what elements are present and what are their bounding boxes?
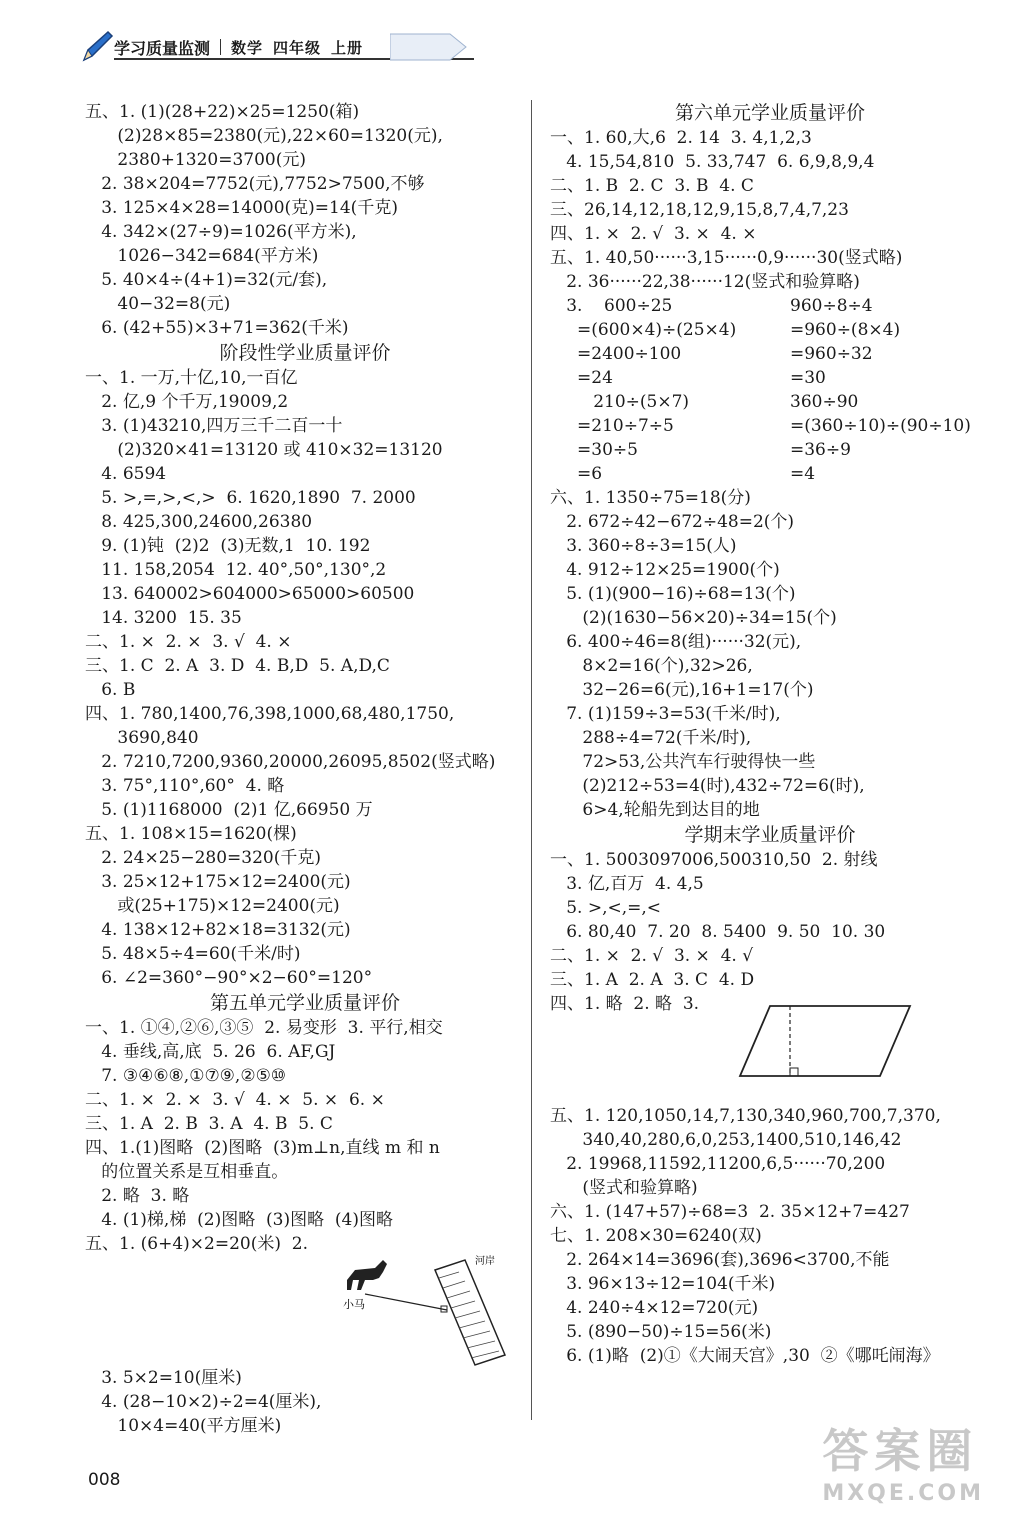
calc-row	[550, 414, 990, 438]
calc-row	[550, 294, 990, 318]
answer-line: 4. 6594	[85, 464, 167, 484]
answer-line: 五、1. 40,50······3,15······0,9······30(竖式略)	[550, 248, 903, 268]
answer-line: 一、1. 60,大,6 2. 14 3. 4,1,2,3	[550, 128, 812, 148]
calc-right-step: =4	[790, 464, 816, 484]
watermark-text: 答案圈	[822, 1424, 979, 1478]
column-divider	[531, 100, 532, 1420]
left-column	[85, 100, 525, 1438]
answer-line: 三、1. A 2. B 3. A 4. B 5. C	[85, 1114, 333, 1134]
answer-line: 五、1. 120,1050,14,7,130,340,960,700,7,370,	[550, 1106, 941, 1126]
answer-line: 6>4,轮船先到达目的地	[550, 800, 760, 820]
answer-line: 5. >,<,=,<	[550, 898, 662, 918]
answer-line: 4. 342×(27÷9)=1026(平方米),	[85, 222, 357, 242]
answer-line: 四、1. 780,1400,76,398,1000,68,480,1750,	[85, 704, 455, 724]
grade-label: 四年级	[273, 38, 322, 57]
answer-line: 9. (1)钝 (2)2 (3)无数,1 10. 192	[85, 536, 371, 556]
answer-line: 四、1. 略 2. 略 3.	[550, 994, 700, 1014]
answer-line: 8×2=16(个),32>26,	[550, 656, 753, 676]
answer-line: 3. 亿,百万 4. 4,5	[550, 874, 704, 894]
answer-line: 288÷4=72(千米/时),	[550, 728, 752, 748]
answer-line: 2380+1320=3700(元)	[85, 150, 306, 170]
answer-line: 或(25+175)×12=2400(元)	[85, 896, 340, 916]
calc-row	[550, 390, 990, 414]
answer-line: 3. 75°,110°,60° 4. 略	[85, 776, 285, 796]
answer-line: 三、1. A 2. A 3. C 4. D	[550, 970, 755, 990]
answer-line: 一、1. 一万,十亿,10,一百亿	[85, 368, 298, 388]
answer-line: 3. 25×12+175×12=2400(元)	[85, 872, 351, 892]
answer-line: (2)212÷53=4(时),432÷72=6(时),	[550, 776, 865, 796]
answer-line: 3690,840	[85, 728, 199, 748]
series-title: 学习质量监测	[114, 38, 211, 58]
answer-line: 五、1. (1)(28+22)×25=1250(箱)	[85, 102, 360, 122]
answer-line: 11. 158,2054 12. 40°,50°,130°,2	[85, 560, 387, 580]
answer-line: 3. (1)43210,四万三千二百一十	[85, 416, 343, 436]
river-label: 河岸	[475, 1256, 495, 1267]
section-title: 学期末学业质量评价	[684, 824, 856, 846]
calc-left-step: =2400÷100	[550, 344, 682, 364]
answer-line: 三、26,14,12,18,12,9,15,8,7,4,7,23	[550, 200, 849, 220]
answer-line: 340,40,280,6,0,253,1400,510,146,42	[550, 1130, 902, 1150]
answer-line: 四、1. × 2. √ 3. × 4. ×	[550, 224, 757, 244]
answer-line: 2. 24×25−280=320(千克)	[85, 848, 321, 868]
answer-line: 10×4=40(平方厘米)	[85, 1416, 282, 1436]
answer-line: 6. B	[85, 680, 136, 700]
calc-row	[550, 342, 990, 366]
answer-line: 4. 138×12+82×18=3132(元)	[85, 920, 351, 940]
answer-line: 三、1. C 2. A 3. D 4. B,D 5. A,D,C	[85, 656, 390, 676]
arrow-decoration-icon	[390, 30, 470, 64]
answer-line: 72>53,公共汽车行驶得快一些	[550, 752, 816, 772]
answer-line: 2. 7210,7200,9360,20000,26095,8502(竖式略)	[85, 752, 496, 772]
answer-line: 2. 19968,11592,11200,6,5······70,200	[550, 1154, 886, 1174]
answer-line: 4. (28−10×2)÷2=4(厘米),	[85, 1392, 322, 1412]
answer-line: 六、1. (147+57)÷68=3 2. 35×12+7=427	[550, 1202, 910, 1222]
parallelogram-figure	[550, 1016, 990, 1104]
calc-left-step: 3. 600÷25	[550, 296, 673, 316]
answer-line: 40−32=8(元)	[85, 294, 231, 314]
answer-line: 6. (1)略 (2)①《大闹天宫》,30 ②《哪吒闹海》	[550, 1346, 940, 1366]
answer-line: 6. (42+55)×3+71=362(千米)	[85, 318, 349, 338]
parallelogram-diagram	[730, 996, 930, 1086]
answer-line: 6. ∠2=360°−90°×2−60°=120°	[85, 968, 373, 988]
answer-line: 四、1.(1)图略 (2)图略 (3)m⊥n,直线 m 和 n	[85, 1138, 440, 1158]
answer-line: 5. 40×4÷(4+1)=32(元/套),	[85, 270, 328, 290]
horse-label: 小马	[343, 1298, 365, 1311]
page-number: 008	[88, 1470, 121, 1490]
answer-line: 六、1. 1350÷75=18(分)	[550, 488, 751, 508]
calc-row	[550, 318, 990, 342]
section-title: 阶段性学业质量评价	[219, 342, 391, 364]
answer-line: 4. 912÷12×25=1900(个)	[550, 560, 780, 580]
answer-line: 5. (890−50)÷15=56(米)	[550, 1322, 772, 1342]
answer-line: 5. (1)1168000 (2)1 亿,66950 万	[85, 800, 373, 820]
calc-right-step: =36÷9	[790, 440, 851, 460]
watermark-url: MXQE.COM	[822, 1481, 984, 1506]
answer-line: 2. 略 3. 略	[85, 1186, 190, 1206]
right-column	[550, 100, 990, 1368]
answer-line: 5. >,=,>,<,> 6. 1620,1890 7. 2000	[85, 488, 416, 508]
answer-line: 3. 96×13÷12=104(千米)	[550, 1274, 776, 1294]
page-header	[80, 28, 480, 68]
pen-icon	[80, 28, 116, 64]
answer-line: 七、1. 208×30=6240(双)	[550, 1226, 762, 1246]
answer-line: 五、1. (6+4)×2=20(米) 2.	[85, 1234, 308, 1254]
calc-row	[550, 462, 990, 486]
watermark	[822, 1415, 984, 1506]
calc-row	[550, 438, 990, 462]
answer-line: 5. (1)(900−16)÷68=13(个)	[550, 584, 796, 604]
answer-line: 7. (1)159÷3=53(千米/时),	[550, 704, 781, 724]
answer-line: 3. 360÷8÷3=15(人)	[550, 536, 737, 556]
answer-line: 3. 5×2=10(厘米)	[85, 1368, 242, 1388]
calc-right-step: =960÷(8×4)	[790, 320, 901, 340]
answer-line: (2)(1630−56×20)÷34=15(个)	[550, 608, 837, 628]
answer-line: 5. 48×5÷4=60(千米/时)	[85, 944, 301, 964]
answer-line: 4. 15,54,810 5. 33,747 6. 6,9,8,9,4	[550, 152, 875, 172]
calc-right-step: 360÷90	[790, 392, 859, 412]
calc-right-step: =960÷32	[790, 344, 873, 364]
answer-line: 4. (1)梯,梯 (2)图略 (3)图略 (4)图略	[85, 1210, 393, 1230]
answer-line: 2. 264×14=3696(套),3696<3700,不能	[550, 1250, 890, 1270]
calc-right-step: =30	[790, 368, 826, 388]
answer-line: 1026−342=684(平方米)	[85, 246, 319, 266]
calc-left-step: 210÷(5×7)	[550, 392, 690, 412]
calc-left-step: =(600×4)÷(25×4)	[550, 320, 737, 340]
calc-row	[550, 366, 990, 390]
answer-line: 二、1. × 2. √ 3. × 4. √	[550, 946, 754, 966]
answer-line: 32−26=6(元),16+1=17(个)	[550, 680, 814, 700]
answer-line: 3. 125×4×28=14000(克)=14(千克)	[85, 198, 398, 218]
answer-line: 13. 640002>604000>65000>60500	[85, 584, 415, 604]
answer-line: 4. 240÷4×12=720(元)	[550, 1298, 759, 1318]
answer-line: 五、1. 108×15=1620(棵)	[85, 824, 297, 844]
answer-line: 2. 38×204=7752(元),7752>7500,不够	[85, 174, 425, 194]
answer-line: 6. 80,40 7. 20 8. 5400 9. 50 10. 30	[550, 922, 886, 942]
answer-line: (竖式和验算略)	[550, 1178, 698, 1198]
calc-left-step: =210÷7÷5	[550, 416, 674, 436]
calc-right-step: 960÷8÷4	[790, 296, 873, 316]
answer-line: 二、1. B 2. C 3. B 4. C	[550, 176, 754, 196]
answer-line: 的位置关系是互相垂直。	[85, 1162, 289, 1182]
answer-line: 7. ③④⑥⑧,①⑦⑨,②⑤⑩	[85, 1066, 287, 1086]
calc-left-step: =24	[550, 368, 613, 388]
section-title: 第六单元学业质量评价	[674, 102, 865, 124]
horse-river-figure	[85, 1256, 525, 1366]
answer-line: 一、1. ①④,②⑥,③⑤ 2. 易变形 3. 平行,相交	[85, 1018, 443, 1038]
calc-right-step: =(360÷10)÷(90÷10)	[790, 416, 971, 436]
volume-label: 上册	[331, 38, 364, 57]
calc-left-step: =6	[550, 464, 603, 484]
section-title: 第五单元学业质量评价	[209, 992, 400, 1014]
answer-line: 14. 3200 15. 35	[85, 608, 242, 628]
answer-line: (2)320×41=13120 或 410×32=13120	[85, 440, 443, 460]
header-divider	[220, 39, 221, 55]
horse-river-diagram	[335, 1250, 515, 1370]
subject-label: 数学	[231, 38, 264, 57]
answer-line: 4. 垂线,高,底 5. 26 6. AF,GJ	[85, 1042, 336, 1062]
answer-line: (2)28×85=2380(元),22×60=1320(元),	[85, 126, 443, 146]
answer-line: 2. 36······22,38······12(竖式和验算略)	[550, 272, 860, 292]
calc-left-step: =30÷5	[550, 440, 638, 460]
answer-line: 2. 672÷42−672÷48=2(个)	[550, 512, 795, 532]
answer-line: 6. 400÷46=8(组)······32(元),	[550, 632, 802, 652]
answer-line: 二、1. × 2. × 3. √ 4. × 5. × 6. ×	[85, 1090, 385, 1110]
answer-line: 8. 425,300,24600,26380	[85, 512, 313, 532]
answer-line: 一、1. 5003097006,500310,50 2. 射线	[550, 850, 878, 870]
answer-line: 2. 亿,9 个千万,19009,2	[85, 392, 289, 412]
answer-line: 二、1. × 2. × 3. √ 4. ×	[85, 632, 292, 652]
